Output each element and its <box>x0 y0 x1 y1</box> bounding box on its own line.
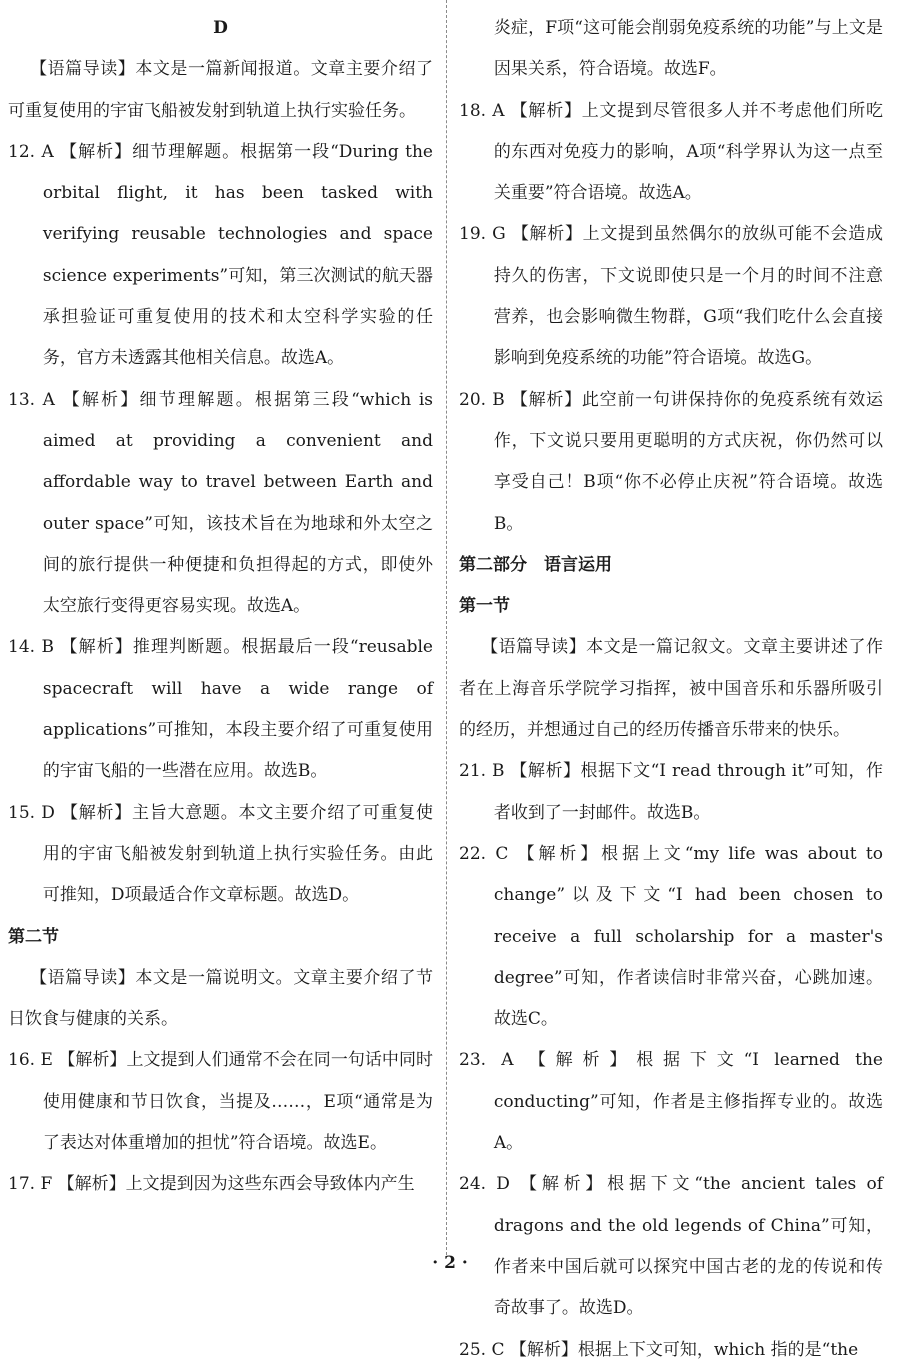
section-1-heading: 第一节 <box>459 596 510 617</box>
right-column <box>459 8 883 1371</box>
answer-22: 22. C 【解析】根据上文“my life was about to change”以及下文“I had been chosen to receive a full scholarship for a master's degree”可知，作者读信时非常兴奋，心跳加速。故选C。 <box>459 843 883 1030</box>
passage-intro-d: 【语篇导读】本文是一篇新闻报道。文章主要介绍了可重复使用的宇宙飞船被发射到轨道上执行实验任务。 <box>8 59 433 121</box>
answer-15: 15. D 【解析】主旨大意题。本文主要介绍了可重复使用的宇宙飞船被发射到轨道上执行实验任务。由此可推知，D项最适合作文章标题。故选D。 <box>8 802 433 906</box>
answer-24: 24. D 【解析】根据下文“the ancient tales of dragons and the old legends of China”可知，作者来中国后就可以探究中国古老的龙的传说和传奇故事了。故选D。 <box>459 1174 883 1319</box>
answer-19: 19. G 【解析】上文提到虽然偶尔的放纵可能不会造成持久的伤害，下文说即使只是一个月的时间不注意营养，也会影响微生物群，G项“我们吃什么会直接影响到免疫系统的功能”符合语境。故选G。 <box>459 224 883 369</box>
answer-12: 12. A 【解析】细节理解题。根据第一段“During the orbital flight, it has been tasked with verifying reusable technologies and space science experiments”可知，第三次测试的航天器承担验证可重复使用的技术和太空科学实验的任务，官方未透露其他相关信息。故选A。 <box>8 141 433 369</box>
passage-intro-section-2: 【语篇导读】本文是一篇说明文。文章主要介绍了节日饮食与健康的关系。 <box>8 967 433 1030</box>
answer-14: 14. B 【解析】推理判断题。根据最后一段“reusable spacecraft will have a wide range of applications”可推知，本段主要介绍了可重复使用的宇宙飞船的一些潜在应用。故选B。 <box>8 637 433 782</box>
answer-18: 18. A 【解析】上文提到尽管很多人并不考虑他们所吃的东西对免疫力的影响，A项“科学界认为这一点至关重要”符合语境。故选A。 <box>459 100 883 204</box>
page-number: · 2 · <box>432 1253 468 1273</box>
answer-13: 13. A 【解析】细节理解题。根据第三段“which is aimed at providing a convenient and affordable way to travel between Earth and outer space”可知，该技术旨在为地球和外太空之间的旅行提供一种便捷和负担得起的方式，即使外太空旅行变得更容易实现。故选A。 <box>8 389 433 617</box>
section-2-heading: 第二节 <box>8 926 59 947</box>
left-column <box>8 8 433 1206</box>
answer-25: 25. C 【解析】根据上下文可知，which 指的是“the <box>459 1339 859 1360</box>
part-2-heading: 第二部分 语言运用 <box>459 554 612 575</box>
answer-16: 16. E 【解析】上文提到人们通常不会在同一句话中同时使用健康和节日饮食，当提及……，E项“通常是为了表达对体重增加的担忧”符合语境。故选E。 <box>8 1050 433 1154</box>
answer-17-continued: 炎症，F项“这可能会削弱免疫系统的功能”与上文是因果关系，符合语境。故选F。 <box>493 18 883 80</box>
section-d-heading: D <box>213 18 228 38</box>
answer-20: 20. B 【解析】此空前一句讲保持你的免疫系统有效运作，下文说只要用更聪明的方式庆祝，你仍然可以享受自己！B项“你不必停止庆祝”符合语境。故选B。 <box>459 389 883 534</box>
column-divider <box>446 0 447 1255</box>
answer-23: 23. A 【解析】根据下文“I learned the conducting”可知，作者是主修指挥专业的。故选A。 <box>459 1050 883 1154</box>
passage-intro-section-1: 【语篇导读】本文是一篇记叙文。文章主要讲述了作者在上海音乐学院学习指挥，被中国音乐和乐器所吸引的经历，并想通过自己的经历传播音乐带来的快乐。 <box>459 637 883 741</box>
answer-21: 21. B 【解析】根据下文“I read through it”可知，作者收到了一封邮件。故选B。 <box>459 761 883 823</box>
answer-17: 17. F 【解析】上文提到因为这些东西会导致体内产生 <box>8 1174 415 1195</box>
